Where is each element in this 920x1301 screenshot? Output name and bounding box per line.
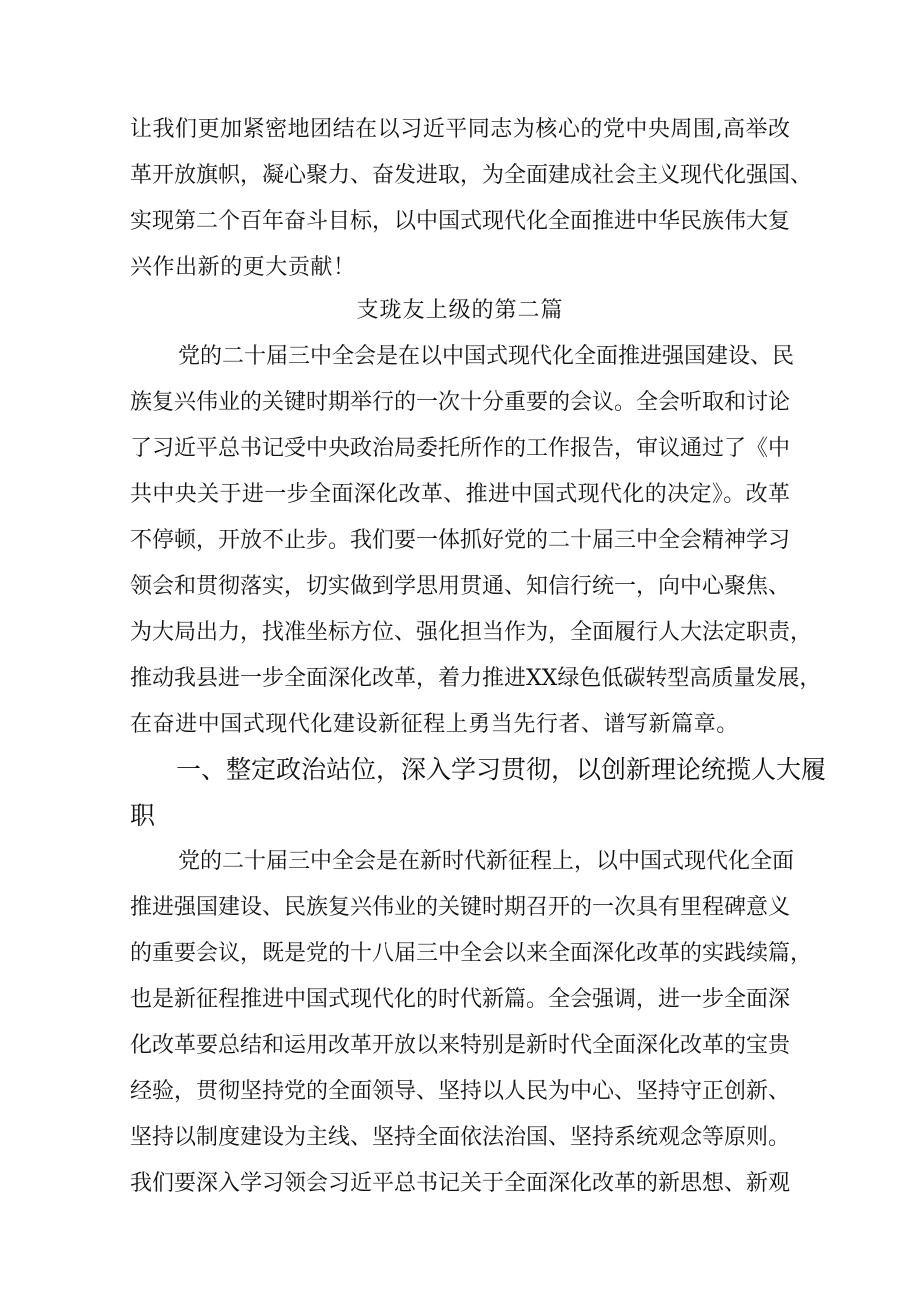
text-line: 坚持以制度建设为主线、坚持全面依法治国、坚持系统观念等原则。 [130, 1125, 791, 1150]
text-line: 推动我县进一步全面深化改革，着力推进XX绿色低碳转型高质量发展， [130, 666, 822, 691]
text-line: 领会和贯彻落实，切实做到学思用贯通、知信行统一，向中心聚焦、 [130, 574, 791, 599]
text-line: 革开放旗帜，凝心聚力、奋发进取，为全面建成社会主义现代化强国、 [130, 163, 813, 188]
text-line: 党的二十届三中全会是在新时代新征程上，以中国式现代化全面 [178, 849, 795, 874]
text-line: 在奋进中国式现代化建设新征程上勇当先行者、谱写新篇章。 [130, 712, 739, 737]
text-line: 兴作出新的更大贡献！ [130, 255, 356, 280]
text-line: 党的二十届三中全会是在以中国式现代化全面推进强国建设、民 [178, 344, 795, 369]
text-line: 让我们更加紧密地团结在以习近平同志为核心的党中央周围,高举改 [130, 117, 790, 142]
text-line: 实现第二个百年奋斗目标，以中国式现代化全面推进中华民族伟大复 [130, 209, 791, 234]
text-line: 经验，贯彻坚持党的全面领导、坚持以人民为中心、坚持守正创新、 [130, 1079, 791, 1104]
text-line: 我们要深入学习领会习近平总书记关于全面深化改革的新思想、新观 [130, 1171, 791, 1196]
text-line: 了习近平总书记受中央政治局委托所作的工作报告，审议通过了《中 [130, 436, 791, 461]
text-line: 的重要会议，既是党的十八届三中全会以来全面深化改革的实践续篇， [130, 941, 813, 966]
text-line: 族复兴伟业的关键时期举行的一次十分重要的会议。全会听取和讨论 [130, 390, 791, 415]
section-heading: 一、整定政治站位，深入学习贯彻，以创新理论统揽人大履 [176, 755, 827, 784]
text-line: 为大局出力，找准坐标方位、强化担当作为，全面履行人大法定职责， [130, 620, 813, 645]
text-line: 也是新征程推进中国式现代化的时代新篇。全会强调，进一步全面深 [130, 987, 791, 1012]
text-line: 不停顿，开放不止步。我们要一体抓好党的二十届三中全会精神学习 [130, 528, 791, 553]
text-line: 化改革要总结和运用改革开放以来特别是新时代全面深化改革的宝贵 [130, 1033, 791, 1058]
text-line: 推进强国建设、民族复兴伟业的关键时期召开的一次具有里程碑意义 [130, 895, 791, 920]
section-title: 支珑友上级的第二篇 [356, 298, 564, 323]
text-line: 共中央关于进一步全面深化改革、推进中国式现代化的决定》。改革 [130, 482, 790, 507]
section-heading-continuation: 职 [130, 801, 156, 830]
